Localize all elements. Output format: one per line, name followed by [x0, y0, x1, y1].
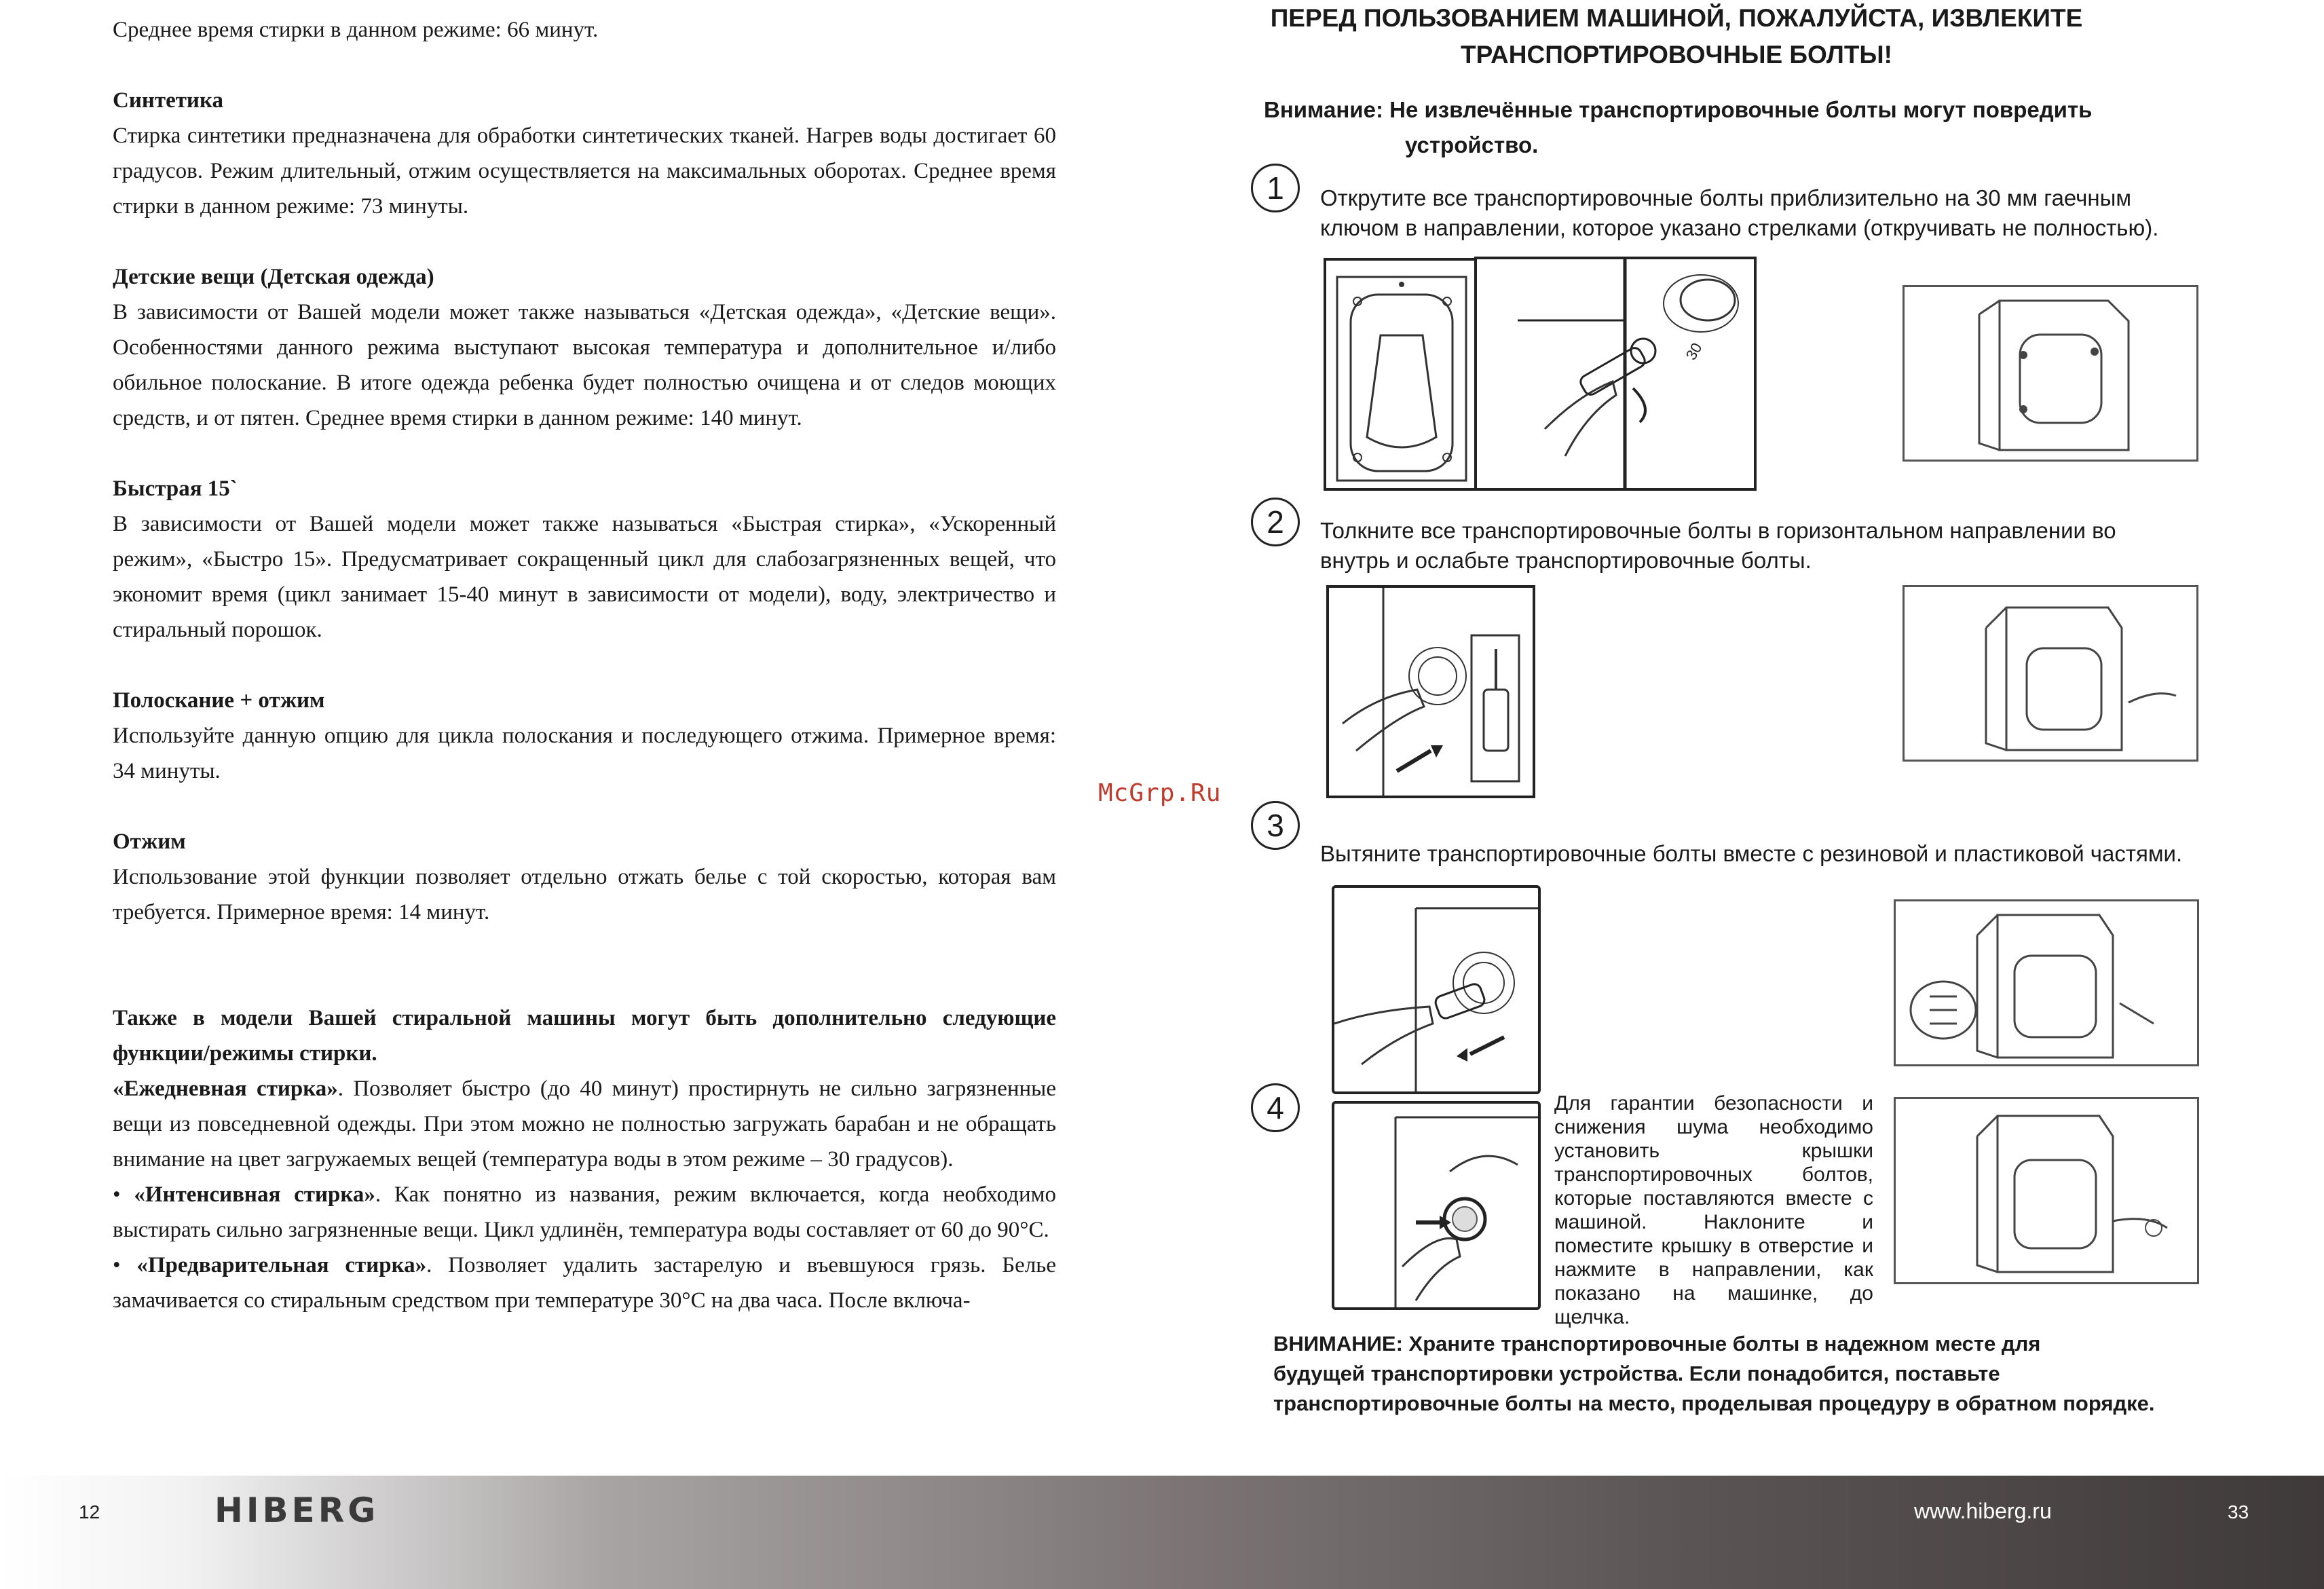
step1-machine-view-figure [1903, 285, 2198, 462]
step2-machine-view-figure [1903, 585, 2198, 762]
page-number-right: 33 [2228, 1501, 2249, 1522]
step1-wrench-figure [1474, 257, 1757, 491]
bottom-warning: ВНИМАНИЕ: Храните транспортировочные болты в надежном месте для будущей транспортировки устройства. Если понадобится, поставьте транспортировочные болты на место, проделывая процедуру в обратном порядке. [1273, 1332, 2155, 1415]
dimension-label: 30 [1682, 339, 1706, 363]
step4-cap-figure [1332, 1101, 1541, 1310]
section-heading-rinse-spin: Полоскание + отжим [113, 688, 325, 713]
step-number-2: 2 [1251, 498, 1300, 546]
section-heading-spin: Отжим [113, 829, 186, 854]
step3-machine-view-figure [1894, 899, 2199, 1066]
step-text-2: Толкните все транспортировочные болты в горизонтальном направлении во внутрь и ослабьте транспортировочные болты. [1320, 518, 2116, 573]
extra-item-intensive: • «Интенсивная стирка». Как понятно из названия, режим включается, когда необходимо выстирать сильно загрязненные вещи. Цикл удлинён, температура воды составляет от 60 до 90°С. [113, 1182, 1057, 1242]
left-page-text [113, 12, 1056, 1318]
brand-logo: HIBERG [214, 1491, 379, 1530]
section-heading-synthetics: Синтетика [113, 88, 223, 113]
step-number-4: 4 [1251, 1083, 1300, 1132]
page-title: ПЕРЕД ПОЛЬЗОВАНИЕМ МАШИНОЙ, ПОЖАЛУЙСТА, ИЗВЛЕКИТЕ ТРАНСПОРТИРОВОЧНЫЕ БОЛТЫ! [1270, 4, 2083, 69]
section-body-synthetics: Стирка синтетики предназначена для обработки синтетических тканей. Нагрев воды достигает 60 градусов. Режим длительный, отжим осуществляется на максимальных оборотах. Среднее время стирки в данном режиме: 73 минуты. [113, 124, 1056, 219]
step-number-1: 1 [1251, 164, 1300, 212]
section-body-kids: В зависимости от Вашей модели может также называться «Детская одежда», «Детские вещи». Особенностями данного режима выступают высокая температура и дополнительное и/либо обильное полоскание. В итоге одежда ребенка будет полностью очищена и от следов моющих средств, и от пятен. Среднее время стирки в данном режиме: 140 минут. [113, 300, 1056, 430]
step4-machine-view-figure [1894, 1097, 2199, 1284]
extra-item-prewash: • «Предварительная стирка». Позволяет удалить застарелую и въевшуюся грязь. Белье замачивается со стиральным средством при температуре 30°С на два часа. После включа- [113, 1253, 1056, 1313]
warning-label: Внимание: [1264, 97, 1383, 122]
section-heading-quick: Быстрая 15` [113, 476, 238, 501]
warning-block: Внимание: Не извлечённые транспортировочные болты могут повредить устройство. [1264, 97, 2093, 157]
section-body-rinse-spin: Используйте данную опцию для цикла полоскания и последующего отжима. Примерное время: 34 минуты. [113, 724, 1056, 783]
page-number-left: 12 [79, 1501, 100, 1522]
section-body-spin: Использование этой функции позволяет отдельно отжать белье с той скоростью, которая вам требуется. Примерное время: 14 минут. [113, 865, 1056, 924]
section-heading-kids: Детские вещи (Детская одежда) [113, 265, 434, 289]
extra-functions-heading: Также в модели Вашей стиральной машины могут быть дополнительно следующие функции/режимы стирки. [113, 1006, 1056, 1066]
step-text-1: Открутите все транспортировочные болты приблизительно на 30 мм гаечным ключом в направлении, которое указано стрелками (откручивать не полностью). [1320, 185, 2159, 240]
step2-push-figure [1326, 585, 1535, 798]
step-text-4: Для гарантии безопасности и снижения шума необходимо установить крышки транспортировочных болтов, которые поставляются вместе с машиной. Наклоните и поместите крышку в отверстие и нажмите в направлении, как показано на машинке, до щелчка. [1554, 1092, 1873, 1328]
step-number-3: 3 [1251, 801, 1300, 850]
step3-pull-figure [1332, 885, 1541, 1094]
intro-line: Среднее время стирки в данном режиме: 66 минут. [113, 18, 599, 42]
section-body-quick: В зависимости от Вашей модели может также называться «Быстрая стирка», «Ускоренный режим», «Быстро 15». Предусматривает сокращенный цикл для слабозагрязненных вещей, что экономит время (цикл занимает 15-40 минут в зависимости от модели), воду, электричество и стиральный порошок. [113, 512, 1056, 642]
extra-item-daily: «Ежедневная стирка». Позволяет быстро (до 40 минут) простирнуть не сильно загрязненные вещи из повседневной одежды. При этом можно не полностью загружать барабан и не обращать внимание на цвет загружаемых вещей (температура воды в этом режиме – 30 градусов). [113, 1077, 1057, 1172]
step-text-3: Вытяните транспортировочные болты вместе с резиновой и пластиковой частями. [1320, 841, 2183, 866]
website-link[interactable]: www.hiberg.ru [1914, 1499, 2052, 1523]
watermark: McGrp.Ru [1098, 779, 1222, 807]
warning-text: Не извлечённые транспортировочные болты могут повредить [1389, 97, 2093, 122]
step1-machine-back-figure [1324, 258, 1480, 491]
